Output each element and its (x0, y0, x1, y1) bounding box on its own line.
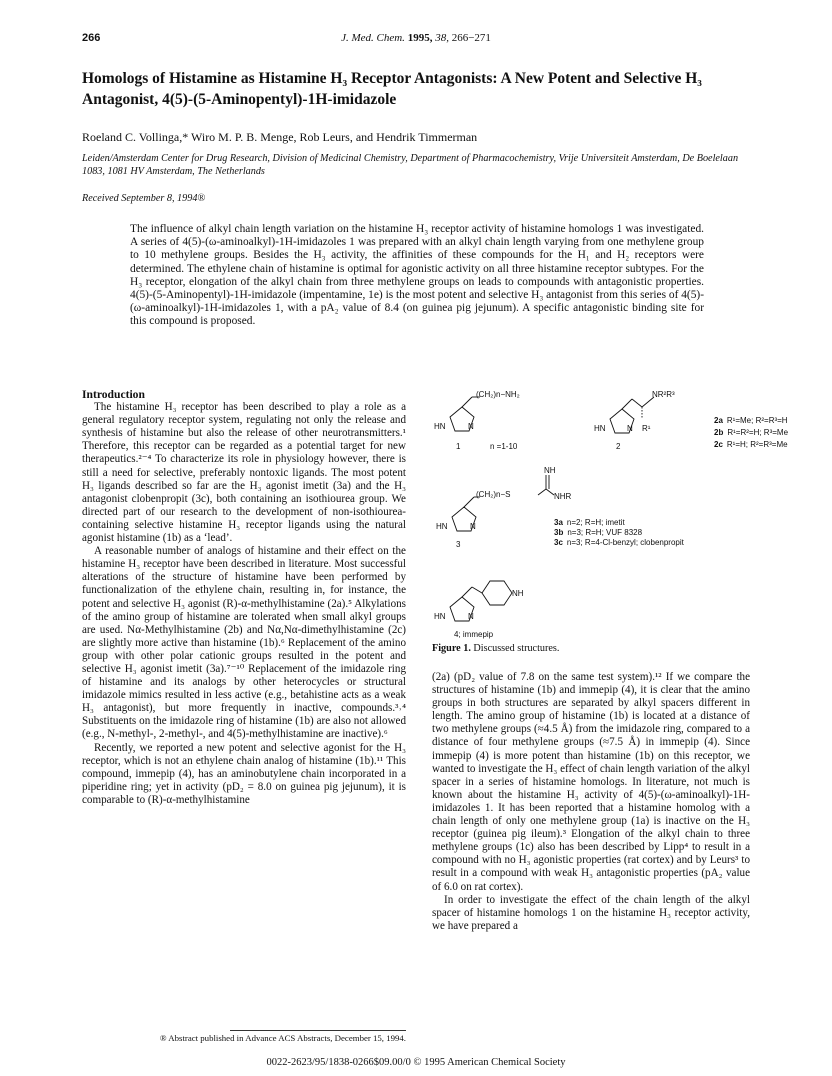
legend-3a-text: n=2; R=H; imetit (566, 518, 625, 527)
bond (462, 587, 472, 597)
structure-4-n-label: N (468, 612, 474, 621)
svg-text:3cn=3; R=4-Cl-benzyl; clobenpr (554, 538, 685, 547)
legend-3b-id: 3b (554, 528, 564, 537)
legend-2b-id: 2b (714, 428, 724, 437)
bond (464, 497, 474, 507)
legend-3c-text: n=3; R=4-Cl-benzyl; clobenpropit (566, 538, 684, 547)
body-paragraph: (2a) (pD₂ value of 7.8 on the same test system).¹² If we compare the structures of histamine (1b) and immepip (4), it is clear that the amino groups in both structures are separated by alkyl spacers different in length. The amino group of histamine (1b) is located at a distance of two methylene groups (≈4.5 Å) from the imidazole ring, compared to a distance of four methylene groups (≈7.5 Å) in immepip (4). Since immepip (4) is more potent than histamine (1b) on this receptor, we wanted to investigate the H₃ effect of chain length variation of the alkyl spacer in a series of histamine homologs. In literature, not much is known about the histamine H₃ activity of 4(5)-(ω-aminoalkyl)-1H-imidazoles 1. It has been reported that a histamine homolog with a chain length of only one methylene group (1a) is inactive on the H₃ receptor (guinea pig ileum).³ Elongation of the alkyl chain to three methylene groups (1c) also has been described by Lipp⁴ to result in a compound with no H₃ agonistic properties (rat cortex) and by Leurs³ to result in a compound with weak H₃ antagonistic properties (pA₂ value of 6.0 on rat cortex). (432, 671, 750, 893)
structure-1-n-range: n =1-10 (490, 442, 518, 451)
structure-3-nhr-label: NHR (554, 492, 572, 501)
bond (462, 397, 472, 407)
structure-2-n-label: N (627, 424, 633, 433)
legend-3c-id: 3c (554, 538, 563, 547)
structure-4-number: 4; immepip (454, 630, 494, 639)
structure-4-nh-label: NH (512, 589, 524, 598)
structure-2-number: 2 (616, 442, 621, 451)
structure-3-nh-label: NH (544, 466, 556, 475)
legend-3a-id: 3a (554, 518, 563, 527)
piperidine-ring (482, 581, 512, 605)
intro-paragraph: The histamine H₃ receptor has been described to play a role as a general regulatory receptor system, regulating not only the release and synthesis of histamine but also the release of other neurotransmitters.¹ Therefore, this receptor can be regarded as a potential target for new therapeutics.²⁻⁴ To characterize its role in physiology however, there is still a need for selective, preferably nontoxic ligands. The most potent H₃ ligands described so far are the H₃ agonist imetit (3a) and the H₃ antagonist clobenpropit (3c), both containing an isothiourea group. We directed part of our research to the development of non-isothiourea-containing selective histamine H₃ receptor ligands using the natural agonist histamine (1b) as a ‘lead’. (82, 401, 406, 545)
page-number: 266 (82, 32, 101, 44)
structure-1-number: 1 (456, 442, 461, 451)
structure-3-chain-label: (CH₂)n−S (476, 490, 511, 499)
structure-2-r1-label: R¹ (642, 424, 651, 433)
running-header (0, 32, 832, 44)
structure-3-hn-label: HN (436, 522, 448, 531)
figure-caption (432, 643, 559, 654)
bond (472, 587, 482, 593)
svg-text:2aR¹=Me; R²=R³=H (714, 416, 788, 425)
footnote-divider (230, 1030, 406, 1031)
intro-paragraph: A reasonable number of analogs of histamine and their effect on the histamine H₃ receptor have been described in literature. Most successful alterations of the structure of histamine have been performed by functionalization of the ethylene chain, resulting in, for instance, the potent and selective H₃ agonist (R)-α-methylhistamine (2a).⁵ Alkylations of the amino group of histamine are tolerated when small alkyl groups are used. Nα-Methylhistamine (2b) and Nα,Nα-dimethylhistamine (2c) are slightly more active than histamine (1b).⁶ Replacement of the amino group with other polar cationic groups resulted in the potent and selective H₃ agonist imetit (3a).⁷⁻¹⁰ Replacement of the imidazole ring of histamine and its analogs by other heterocycles or structural imidazole mimics resulted in less active (e.g., betahistine acts as a weak H₃ antagonist), but more frequently in inactive, compounds.³˒⁴ Substituents on the imidazole ring of histamine (1b) are also not allowed (e.g., N-methyl-, 2-methyl-, and 4(5)-methylhistamine are inactive).⁶ (82, 545, 406, 741)
body-paragraph: In order to investigate the effect of the chain length of the alkyl spacer of histamine homologs 1 on the histamine H₃ receptor activity, we have prepared a (432, 893, 750, 932)
structure-1-n-label: N (468, 422, 474, 431)
legend-2c-text: R¹=H; R²=R³=Me (726, 440, 788, 449)
author-list: Roeland C. Vollinga,* Wiro M. P. B. Menge, Rob Leurs, and Hendrik Timmerman (82, 130, 478, 144)
svg-text:2cR¹=H; R²=R³=Me (714, 440, 788, 449)
figure-1-structures (420, 385, 820, 640)
section-heading-introduction: Introduction (82, 388, 145, 401)
journal-name: J. Med. Chem. (341, 32, 405, 44)
svg-text:2bR¹=R²=H; R³=Me (714, 428, 789, 437)
legend-2c-id: 2c (714, 440, 723, 449)
bond (632, 399, 642, 407)
structure-2-amine-label: NR²R³ (652, 390, 675, 399)
left-column (82, 388, 406, 807)
page-footer: 0022-2623/95/1838-0266$09.00/0 © 1995 American Chemical Society (266, 1057, 566, 1068)
structure-3-number: 3 (456, 540, 461, 549)
journal-volume: 38, (435, 32, 449, 44)
footnote: ® Abstract published in Advance ACS Abstracts, December 15, 1994. (159, 1033, 406, 1043)
svg-text:3bn=3; R=H; VUF 8328 (554, 528, 643, 537)
legend-2b-text: R¹=R²=H; R³=Me (727, 428, 789, 437)
legend-2a-text: R¹=Me; R²=R³=H (726, 416, 788, 425)
structure-1-hn-label: HN (434, 422, 446, 431)
figure-caption-label: Figure 1. (432, 643, 471, 654)
structure-2-hn-label: HN (594, 424, 606, 433)
legend-2a-id: 2a (714, 416, 723, 425)
bond (622, 399, 632, 409)
journal-pages: 266−271 (451, 32, 491, 44)
bond (546, 489, 554, 495)
affiliation: Leiden/Amsterdam Center for Drug Research, Division of Medicinal Chemistry, Department of Pharmacochemistry, Vrije Universiteit Amsterdam, De Boelelaan 1083, 1081 HV Amsterdam, The Netherlands (82, 153, 739, 177)
structure-3-legend (554, 518, 685, 547)
structure-1-chain-label: (CH₂)n−NH₂ (476, 390, 520, 399)
svg-text:3an=2; R=H; imetit (554, 518, 625, 527)
legend-3b-text: n=3; R=H; VUF 8328 (567, 528, 643, 537)
intro-paragraph: Recently, we reported a new potent and selective agonist for the H₃ receptor, which is not an ethylene chain analog of histamine (1b).¹¹ This compound, immepip (4), has an aminobutylene chain incorporated in a piperidine ring; yet in activity (pD₂ = 8.0 on guinea pig jejunum), it is comparable to (R)-α-methylhistamine (82, 741, 406, 806)
article-title: Homologs of Histamine as Histamine H₃ Receptor Antagonists: A New Potent and Selective H₃ Antagonist, 4(5)-(5-Aminopentyl)-1H-imidazole (82, 70, 702, 108)
received-date: Received September 8, 1994® (82, 193, 206, 204)
figure-caption-text: Discussed structures. (470, 643, 560, 654)
structure-2-legend (714, 416, 789, 449)
abstract: The influence of alkyl chain length variation on the histamine H₃ receptor activity of histamine homologs 1 was investigated. A series of 4(5)-(ω-aminoalkyl)-1H-imidazoles 1 was prepared with an alkyl chain length varying from one methylene group to 10 methylene groups. Besides the H₃ activity, the affinities of these compounds for the H₁ and H₂ receptors were determined. The ethylene chain of histamine is optimal for agonistic activity on all three histamine receptor subtypes. For the H₃ receptor, elongation of the alkyl chain from three methylene groups on leads to compounds with antagonistic properties. 4(5)-(5-Aminopentyl)-1H-imidazole (impentamine, 1e) is the most potent and selective H₃ antagonist from this series of 4(5)-(ω-aminoalkyl)-1H-imidazoles 1, with a pA₂ value of 8.4 (on guinea pig jejunum). A specific antagonistic binding site for this compound is proposed. (130, 223, 704, 328)
structure-4-hn-label: HN (434, 612, 446, 621)
journal-year: 1995, (407, 32, 433, 44)
structure-3-n-label: N (470, 522, 476, 531)
right-column (432, 671, 750, 933)
bond (538, 489, 546, 495)
